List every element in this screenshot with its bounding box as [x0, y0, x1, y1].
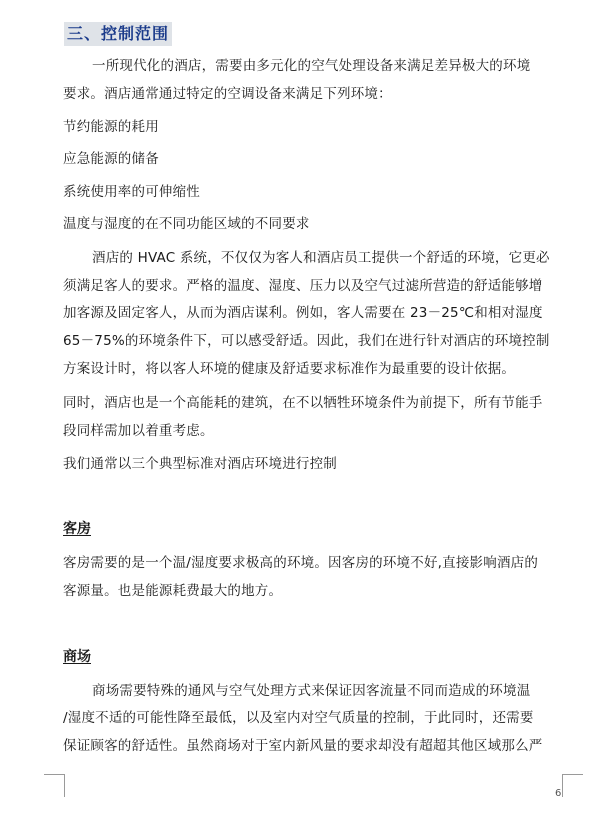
- page-number: 6: [555, 788, 562, 799]
- mall-title: 商场: [63, 649, 91, 665]
- requirement-item: 系统使用率的可伸缩性: [63, 184, 200, 200]
- hvac-paragraph-line: 须满足客人的要求。严格的温度、湿度、压力以及空气过滤所营造的舒适能够增: [63, 278, 543, 294]
- requirement-item: 节约能源的耗用: [63, 119, 159, 135]
- requirement-item: 温度与湿度的在不同功能区域的不同要求: [63, 216, 310, 232]
- energy-paragraph-line: 段同样需加以着重考虑。: [63, 423, 214, 439]
- intro-line-2: 要求。酒店通常通过特定的空调设备来满足下列环境：: [63, 86, 392, 102]
- page-corner-marker-left: [44, 774, 65, 797]
- hvac-paragraph-line: 加客源及固定客人，从而为酒店谋利。例如，客人需要在 23－25℃和相对湿度: [63, 305, 543, 321]
- guest-room-line: 客房需要的是一个温/湿度要求极高的环境。因客房的环境不好,直接影响酒店的: [63, 555, 539, 571]
- guest-room-line: 客源量。也是能源耗费最大的地方。: [63, 583, 283, 599]
- standards-line: 我们通常以三个典型标准对酒店环境进行控制: [63, 456, 337, 472]
- mall-line: 商场需要特殊的通风与空气处理方式来保证因客流量不同而造成的环境温: [92, 683, 531, 699]
- hvac-paragraph-line: 方案设计时，将以客人环境的健康及舒适要求标准作为最重要的设计依据。: [63, 361, 516, 377]
- mall-line: /湿度不适的可能性降至最低，以及室内对空气质量的控制，于此同时，还需要: [63, 710, 534, 726]
- section-heading: 三、控制范围: [64, 22, 172, 46]
- guest-room-title: 客房: [63, 521, 91, 537]
- page-corner-marker-right: [562, 774, 583, 797]
- mall-line: 保证顾客的舒适性。虽然商场对于室内新风量的要求却没有超超其他区域那么严: [63, 738, 543, 754]
- requirement-item: 应急能源的储备: [63, 151, 159, 167]
- energy-paragraph-line: 同时，酒店也是一个高能耗的建筑，在不以牺牲环境条件为前提下，所有节能手: [63, 395, 543, 411]
- hvac-paragraph-line: 65－75%的环境条件下，可以感受舒适。因此，我们在进行针对酒店的环境控制: [63, 333, 550, 349]
- intro-line-1: 一所现代化的酒店，需要由多元化的空气处理设备来满足差异极大的环境: [92, 58, 531, 74]
- hvac-paragraph-line: 酒店的 HVAC 系统，不仅仅为客人和酒店员工提供一个舒适的环境，它更必: [92, 250, 550, 266]
